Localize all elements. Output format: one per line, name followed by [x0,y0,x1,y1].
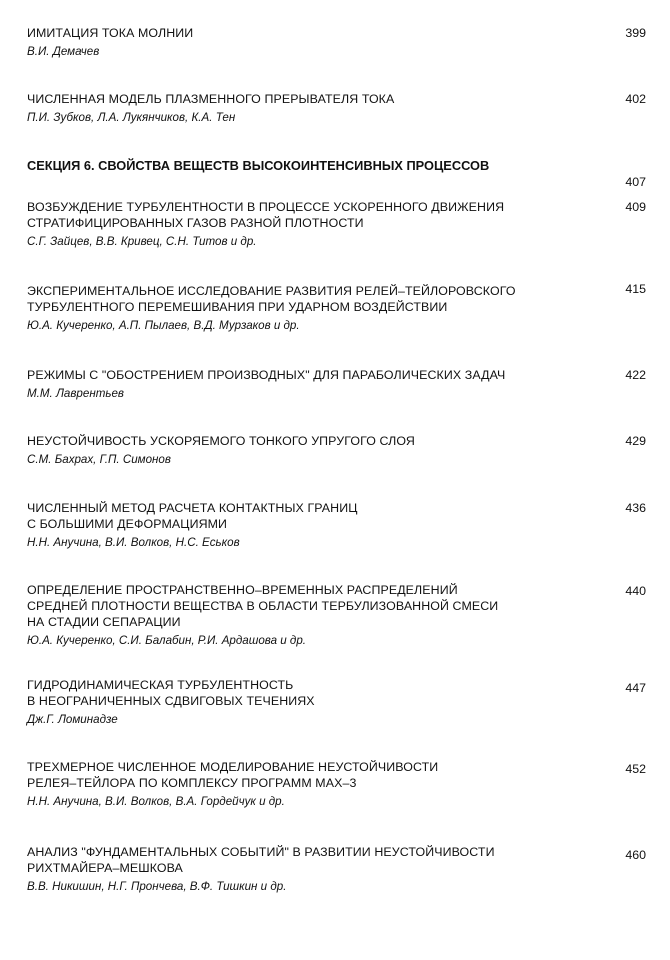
entry-title-line-2: С БОЛЬШИМИ ДЕФОРМАЦИЯМИ [27,517,228,531]
toc-entry [27,91,587,125]
entry-page-number: 440 [625,584,646,598]
entry-authors: М.М. Лаврентьев [27,387,124,400]
entry-title-line-2: РЕЛЕЯ–ТЕЙЛОРА ПО КОМПЛЕКСУ ПРОГРАММ МАХ–3 [27,776,357,790]
entry-title: ОПРЕДЕЛЕНИЕ ПРОСТРАНСТВЕННО–ВРЕМЕННЫХ РАСПРЕДЕЛЕНИЙ [27,583,458,597]
toc-entry [27,582,587,648]
entry-title-line-3: НА СТАДИИ СЕПАРАЦИИ [27,615,181,629]
entry-authors: С.М. Бахрах, Г.П. Симонов [27,453,171,466]
entry-page-number: 447 [625,681,646,695]
entry-title-line-2: В НЕОГРАНИЧЕННЫХ СДВИГОВЫХ ТЕЧЕНИЯХ [27,694,315,708]
toc-entry [27,677,587,727]
entry-title: ЭКСПЕРИМЕНТАЛЬНОЕ ИССЛЕДОВАНИЕ РАЗВИТИЯ РЕЛЕЙ–ТЕЙЛОРОВСКОГО ТУРБУЛЕНТНОГО ПЕРЕМЕШИВАНИЯ ПРИ УДАРНОМ ВОЗДЕЙСТВИИ [27,284,516,314]
entry-authors: Н.Н. Анучина, В.И. Волков, В.А. Гордейчук и др. [27,795,285,808]
entry-title: ЧИСЛЕННЫЙ МЕТОД РАСЧЕТА КОНТАКТНЫХ ГРАНИЦ [27,501,358,515]
entry-page-number: 415 [625,282,646,296]
entry-authors: С.Г. Зайцев, В.В. Кривец, С.Н. Титов и др. [27,235,257,248]
entry-authors: Н.Н. Анучина, В.И. Волков, Н.С. Еськов [27,536,240,549]
entry-title: ЧИСЛЕННАЯ МОДЕЛЬ ПЛАЗМЕННОГО ПРЕРЫВАТЕЛЯ ТОКА [27,92,395,106]
entry-title: АНАЛИЗ "ФУНДАМЕНТАЛЬНЫХ СОБЫТИЙ" В РАЗВИТИИ НЕУСТОЙЧИВОСТИ [27,845,495,859]
entry-page-number: 436 [625,501,646,515]
entry-page-number: 460 [625,848,646,862]
entry-title-line-2: СРЕДНЕЙ ПЛОТНОСТИ ВЕЩЕСТВА В ОБЛАСТИ ТЕРБУЛИЗОВАННОЙ СМЕСИ [27,599,499,613]
entry-title: НЕУСТОЙЧИВОСТЬ УСКОРЯЕМОГО ТОНКОГО УПРУГОГО СЛОЯ [27,434,415,448]
entry-page-number: 452 [625,762,646,776]
entry-title: ИМИТАЦИЯ ТОКА МОЛНИИ [27,26,194,40]
toc-entry [27,25,587,59]
entry-authors: Ю.А. Кучеренко, А.П. Пылаев, В.Д. Мурзаков и др. [27,319,300,332]
toc-entry [27,283,587,333]
entry-authors: Дж.Г. Ломинадзе [27,713,118,726]
entry-authors: В.И. Демачев [27,45,100,58]
toc-entry [27,759,587,809]
entry-authors: Ю.А. Кучеренко, С.И. Балабин, Р.И. Ардашова и др. [27,634,307,647]
entry-page-number: 399 [625,26,646,40]
section-page-number: 407 [625,175,646,189]
toc-entry [27,433,587,467]
entry-title: РЕЖИМЫ С "ОБОСТРЕНИЕМ ПРОИЗВОДНЫХ" ДЛЯ ПАРАБОЛИЧЕСКИХ ЗАДАЧ [27,368,506,382]
section-heading: СЕКЦИЯ 6. СВОЙСТВА ВЕЩЕСТВ ВЫСОКОИНТЕНСИВНЫХ ПРОЦЕССОВ [27,158,490,173]
entry-title-line-2: РИХТМАЙЕРА–МЕШКОВА [27,861,183,875]
entry-authors: П.И. Зубков, Л.А. Лукянчиков, К.А. Тен [27,111,236,124]
entry-page-number: 429 [625,434,646,448]
toc-entry [27,367,587,401]
entry-page-number: 409 [625,200,646,214]
entry-title: ТРЕХМЕРНОЕ ЧИСЛЕННОЕ МОДЕЛИРОВАНИЕ НЕУСТОЙЧИВОСТИ [27,760,439,774]
toc-entry [27,500,587,550]
entry-page-number: 402 [625,92,646,106]
toc-entry [27,844,587,894]
entry-title: ГИДРОДИНАМИЧЕСКАЯ ТУРБУЛЕНТНОСТЬ [27,678,294,692]
entry-authors: В.В. Никишин, Н.Г. Прончева, В.Ф. Тишкин и др. [27,880,287,893]
entry-title: ВОЗБУЖДЕНИЕ ТУРБУЛЕНТНОСТИ В ПРОЦЕССЕ УСКОРЕННОГО ДВИЖЕНИЯ СТРАТИФИЦИРОВАННЫХ ГАЗОВ РАЗНОЙ ПЛОТНОСТИ [27,200,505,230]
entry-page-number: 422 [625,368,646,382]
toc-entry [27,199,587,249]
